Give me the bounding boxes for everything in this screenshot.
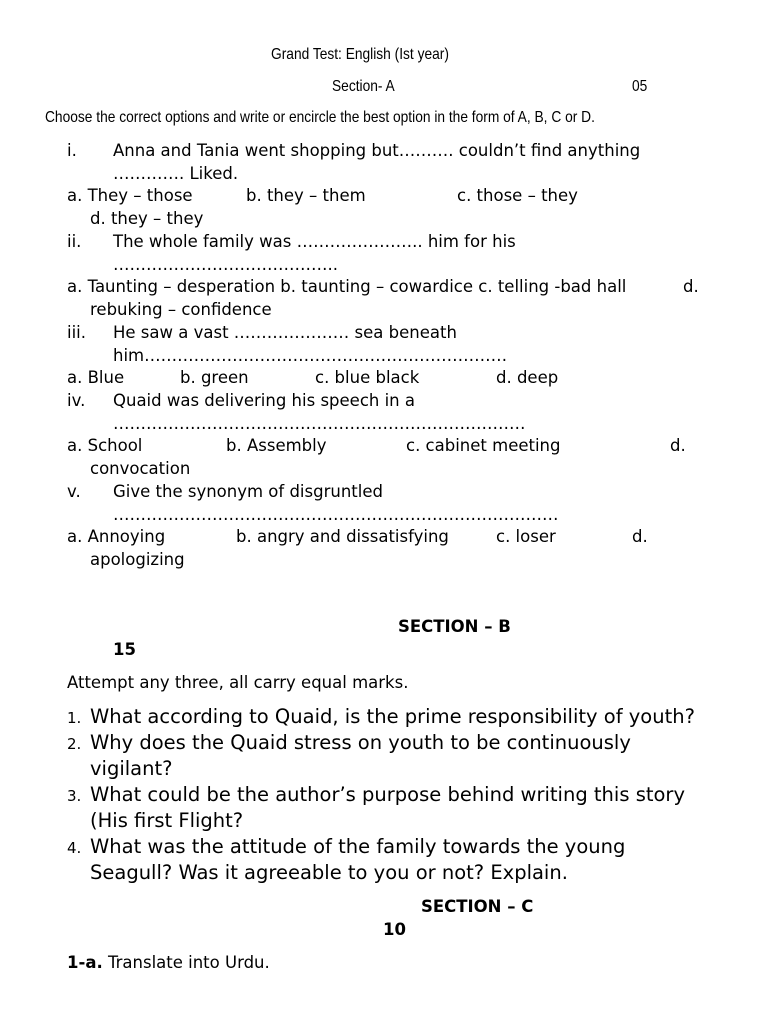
section-c-question bbox=[67, 953, 270, 972]
instruction: Choose the correct options and write or encircle the best option in the form of A, B, C or D. bbox=[45, 109, 595, 126]
test-title: Grand Test: English (Ist year) bbox=[271, 46, 449, 63]
question-text-cont: him………………………………………………………… bbox=[113, 346, 508, 365]
question-text: What was the attitude of the family towards the young bbox=[90, 835, 626, 858]
question-text: Anna and Tania went shopping but………. couldn’t find anything bbox=[113, 141, 641, 160]
question-number: iii. bbox=[67, 323, 86, 342]
section-b-instruction: Attempt any three, all carry equal marks. bbox=[67, 673, 409, 692]
section-b-heading: SECTION – B bbox=[398, 617, 511, 636]
section-c-marks: 10 bbox=[383, 920, 406, 939]
option-a: a. School bbox=[67, 436, 143, 455]
question-text: What could be the author’s purpose behind writing this story bbox=[90, 783, 685, 806]
list-number: 4. bbox=[67, 839, 82, 857]
option-c: c. blue black bbox=[315, 368, 420, 387]
options-line: a. Taunting – desperation b. taunting – cowardice c. telling -bad hall bbox=[67, 277, 627, 296]
option-a: a. They – those bbox=[67, 186, 193, 205]
question-number: ii. bbox=[67, 232, 82, 251]
question-number: iv. bbox=[67, 391, 86, 410]
option-b: b. green bbox=[180, 368, 249, 387]
question-text: Give the synonym of disgruntled bbox=[113, 482, 383, 501]
option-d: apologizing bbox=[90, 550, 185, 569]
section-a-marks: 05 bbox=[632, 78, 648, 95]
option-d: rebuking – confidence bbox=[90, 300, 272, 319]
option-c: c. loser bbox=[496, 527, 556, 546]
option-d-label: d. bbox=[683, 277, 699, 296]
question-label: 1-a. bbox=[67, 953, 103, 972]
question-text: Why does the Quaid stress on youth to be continuously bbox=[90, 731, 631, 754]
option-b: b. angry and dissatisfying bbox=[236, 527, 449, 546]
option-a: a. Annoying bbox=[67, 527, 166, 546]
option-b: b. Assembly bbox=[226, 436, 327, 455]
question-text-cont: vigilant? bbox=[90, 757, 173, 780]
question-text-cont: Seagull? Was it agreeable to you or not? Explain. bbox=[90, 861, 568, 884]
option-b: b. they – them bbox=[246, 186, 366, 205]
list-number: 1. bbox=[67, 709, 82, 727]
section-a-heading: Section- A bbox=[332, 78, 395, 95]
question-number: i. bbox=[67, 141, 77, 160]
question-text-cont: (His first Flight? bbox=[90, 809, 244, 832]
section-b-marks: 15 bbox=[113, 640, 136, 659]
option-d-label: d. bbox=[670, 436, 686, 455]
question-text: He saw a vast ………………… sea beneath bbox=[113, 323, 457, 342]
option-d: d. they – they bbox=[90, 209, 204, 228]
question-text: The whole family was ………………….. him for his bbox=[113, 232, 516, 251]
question-text: What according to Quaid, is the prime responsibility of youth? bbox=[90, 705, 695, 728]
option-d-label: d. bbox=[632, 527, 648, 546]
list-number: 3. bbox=[67, 787, 82, 805]
question-text-cont: ………………………………………………………………… bbox=[113, 414, 526, 433]
question-text-cont: ………………………………….. bbox=[113, 255, 338, 274]
option-c: c. cabinet meeting bbox=[406, 436, 561, 455]
option-d: d. deep bbox=[496, 368, 559, 387]
section-c-heading: SECTION – C bbox=[421, 897, 534, 916]
question-text: Translate into Urdu. bbox=[102, 953, 270, 972]
question-number: v. bbox=[67, 482, 81, 501]
list-number: 2. bbox=[67, 735, 82, 753]
option-c: c. those – they bbox=[457, 186, 578, 205]
option-a: a. Blue bbox=[67, 368, 125, 387]
option-d: convocation bbox=[90, 459, 191, 478]
question-text: Quaid was delivering his speech in a bbox=[113, 391, 415, 410]
question-text-cont: ……………………………………………………………………… bbox=[113, 505, 559, 524]
question-text-cont: …………. Liked. bbox=[113, 164, 239, 183]
